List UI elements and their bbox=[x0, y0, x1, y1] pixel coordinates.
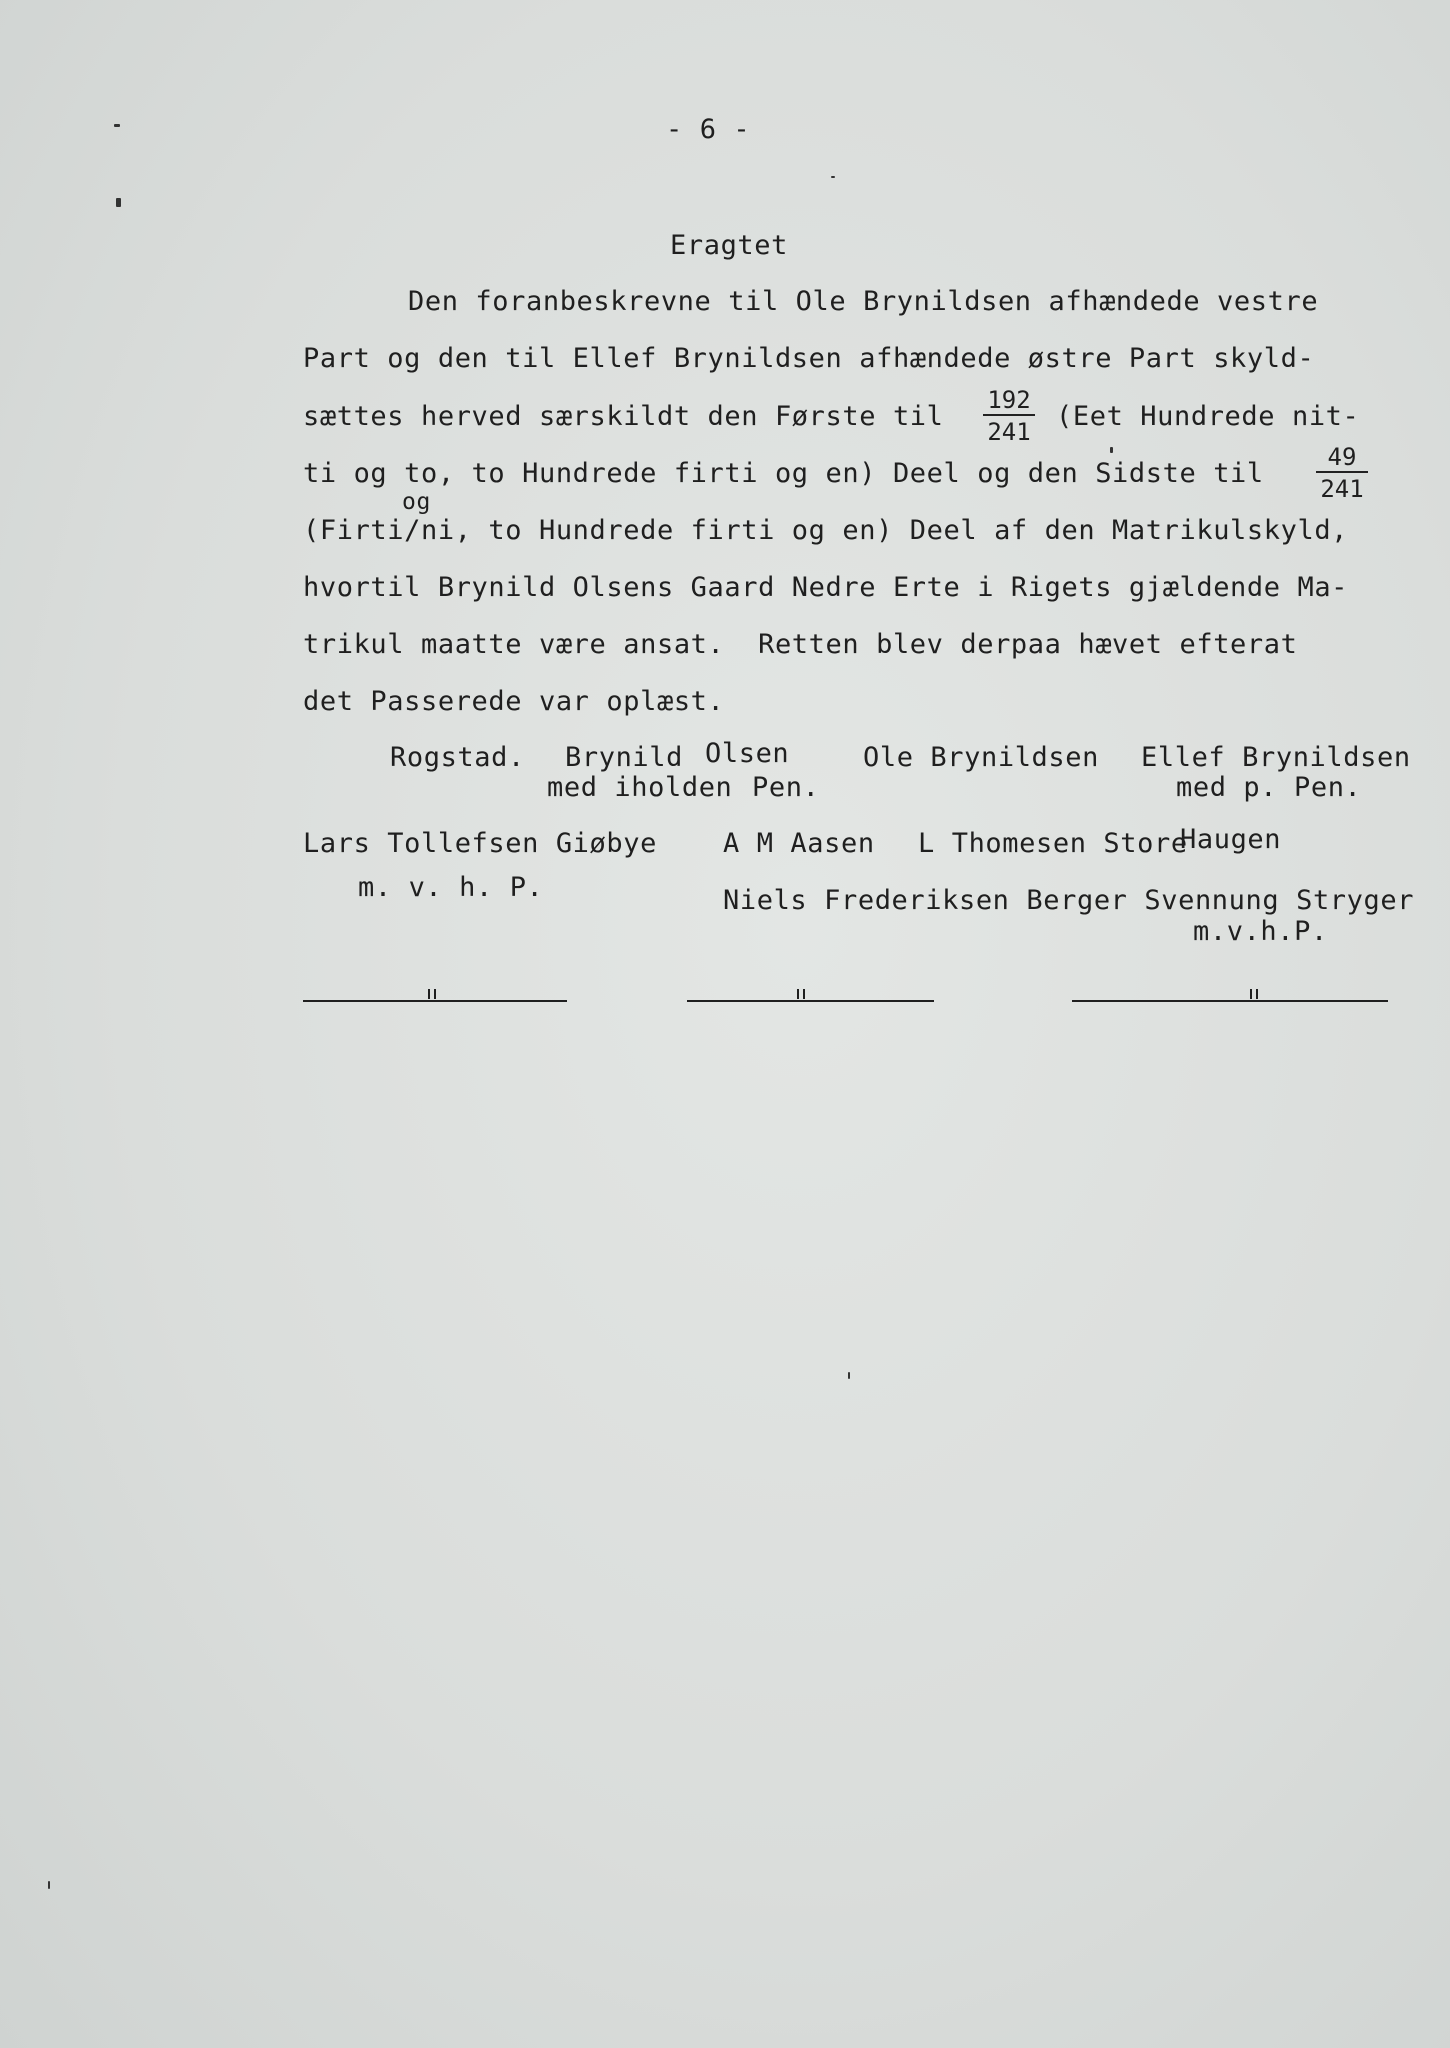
ink-speck bbox=[831, 176, 835, 178]
fraction-1-numerator: 192 bbox=[987, 386, 1031, 414]
fraction-2-numerator: 49 bbox=[1327, 443, 1357, 471]
signature-lars-tollefsen: Lars Tollefsen Giøbye bbox=[303, 828, 657, 859]
signature-ole-brynildsen: Ole Brynildsen bbox=[863, 742, 1099, 773]
ink-speck bbox=[48, 1881, 50, 1889]
body-line-1: Den foranbeskrevne til Ole Brynildsen afhændede vestre bbox=[408, 286, 1319, 317]
body-line-5: (Firti/ni, to Hundrede firti og en) Deel af den Matrikulskyld, bbox=[303, 515, 1349, 546]
ink-speck bbox=[1110, 447, 1113, 453]
body-line-3-cont: (Eet Hundrede nit- bbox=[1056, 401, 1360, 432]
body-line-7: trikul maatte være ansat. Retten blev derpaa hævet efterat bbox=[303, 629, 1298, 660]
signature-niels-frederiksen: Niels Frederiksen Berger Svennung Stryger bbox=[723, 885, 1415, 916]
fraction-1-denominator: 241 bbox=[987, 418, 1031, 446]
page-number: - 6 - bbox=[666, 114, 751, 145]
ditto-mark-2 bbox=[797, 989, 799, 999]
divider-rule-3 bbox=[1072, 1000, 1388, 1002]
signature-haugen: Haugen bbox=[1180, 824, 1282, 855]
heading-eragtet: Eragtet bbox=[670, 230, 788, 261]
signature-l-thomesen: L Thomesen Store bbox=[918, 828, 1188, 859]
ditto-mark-1 bbox=[428, 989, 430, 999]
signature-rogstad: Rogstad. bbox=[390, 742, 525, 773]
body-line-3: sættes herved særskildt den Første til bbox=[303, 401, 944, 432]
signature-note-mvhp-1: m. v. h. P. bbox=[358, 872, 544, 903]
body-line-4: ti og to, to Hundrede firti og en) Deel og den Sidste til bbox=[303, 458, 1264, 489]
fraction-2-bar bbox=[1316, 471, 1368, 473]
signature-note-mvhp-2: m.v.h.P. bbox=[1193, 916, 1328, 947]
divider-rule-2 bbox=[687, 1000, 934, 1002]
ditto-mark-3b bbox=[1256, 989, 1258, 999]
ditto-mark-2b bbox=[803, 989, 805, 999]
signature-note-med-iholden: med iholden bbox=[547, 772, 733, 803]
signature-a-m-aasen: A M Aasen bbox=[723, 828, 875, 859]
signature-note-med-p-pen: med p. Pen. bbox=[1176, 772, 1362, 803]
interlinear-og: og bbox=[402, 489, 431, 515]
signature-brynild: Brynild bbox=[565, 742, 683, 773]
signature-ellef-brynildsen: Ellef Brynildsen bbox=[1141, 742, 1411, 773]
fraction-1-bar bbox=[983, 414, 1035, 416]
body-line-6: hvortil Brynild Olsens Gaard Nedre Erte i Rigets gjældende Ma- bbox=[303, 572, 1349, 603]
signature-olsen: Olsen bbox=[705, 738, 790, 769]
ink-speck bbox=[116, 198, 121, 207]
ink-speck bbox=[848, 1372, 850, 1379]
divider-rule-1 bbox=[303, 1000, 567, 1002]
ditto-mark-3 bbox=[1250, 989, 1252, 999]
fraction-2-denominator: 241 bbox=[1320, 475, 1364, 503]
body-line-2: Part og den til Ellef Brynildsen afhændede østre Part skyld- bbox=[303, 343, 1315, 374]
ditto-mark-1b bbox=[434, 989, 436, 999]
body-line-8: det Passerede var oplæst. bbox=[303, 686, 725, 717]
ink-speck bbox=[114, 124, 120, 127]
signature-note-pen: Pen. bbox=[752, 772, 820, 803]
